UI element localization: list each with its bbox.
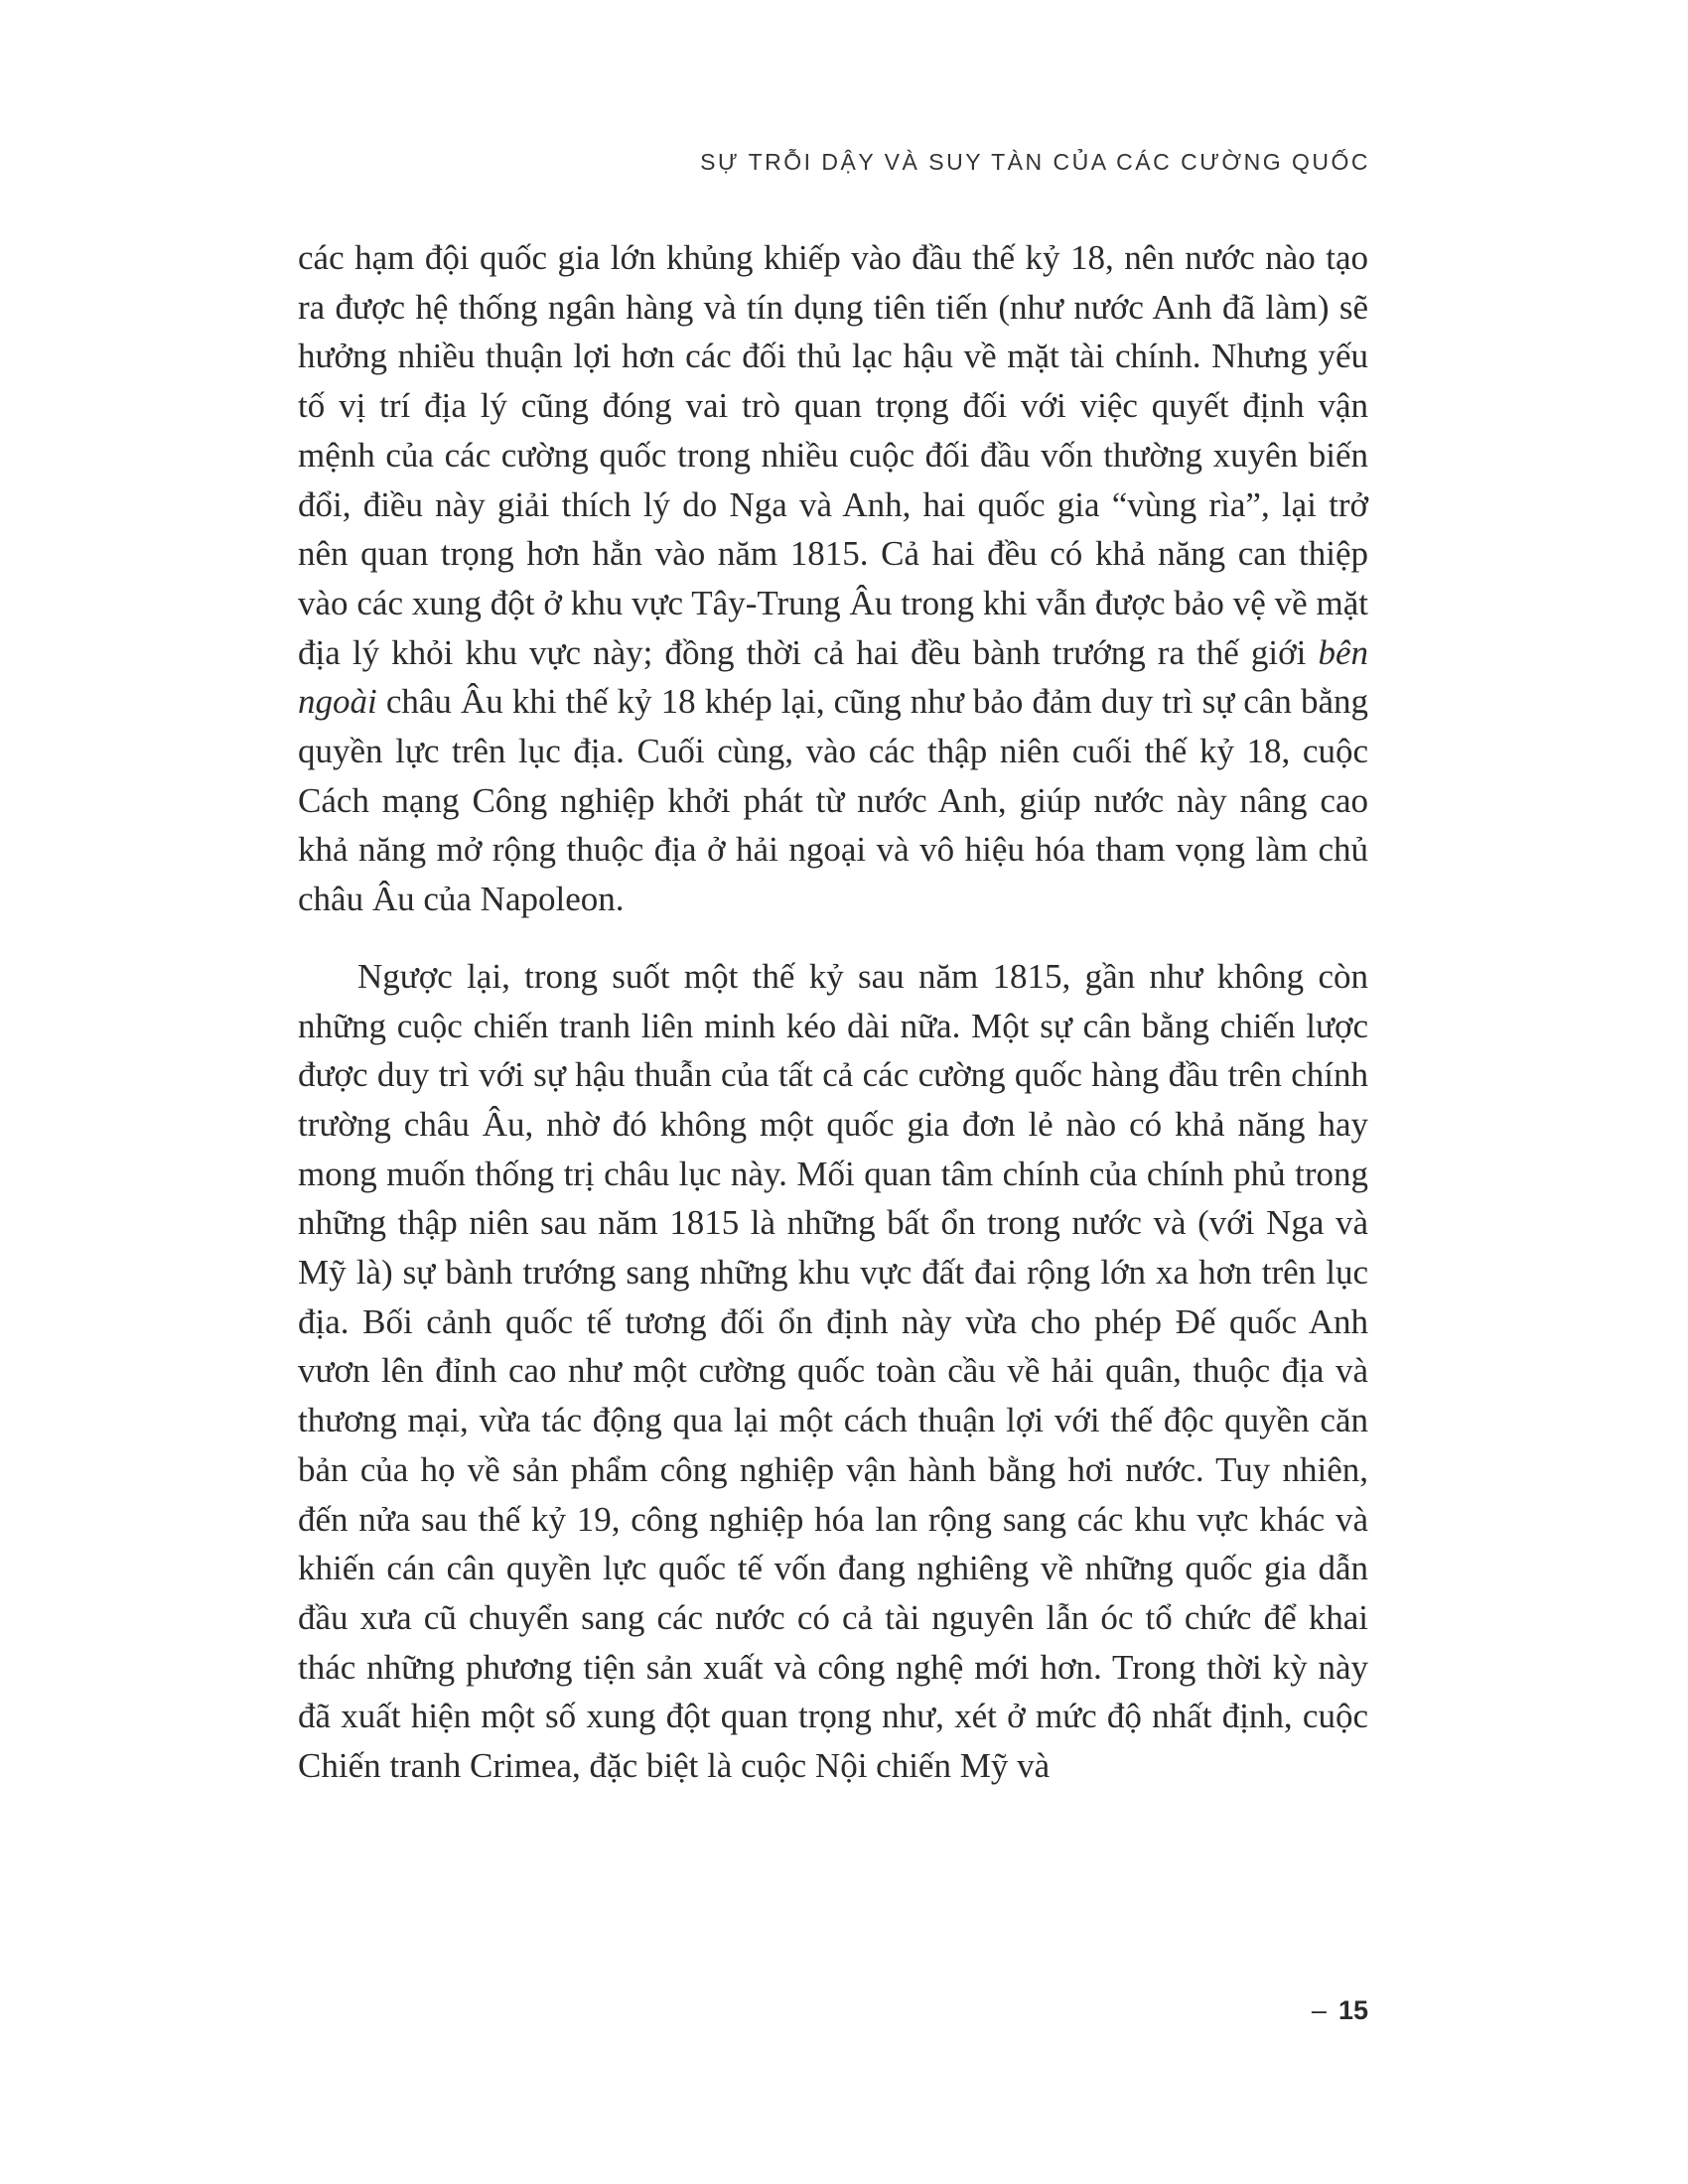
- paragraph-1: [298, 233, 1368, 924]
- paragraph-1-text-end: châu Âu khi thế kỷ 18 khép lại, cũng như bảo đảm duy trì sự cân bằng quyền lực trên lục địa. Cuối cùng, vào các thập niên cuối thế kỷ 18, cuộc Cách mạng Công nghiệp khởi phát từ nước Anh, giúp nước này nâng cao khả năng mở rộng thuộc địa ở hải ngoại và vô hiệu hóa tham vọng làm chủ châu Âu của Napoleon.: [298, 682, 1368, 919]
- paragraph-2: Ngược lại, trong suốt một thế kỷ sau năm 1815, gần như không còn những cuộc chiến tranh liên minh kéo dài nữa. Một sự cân bằng chiến lược được duy trì với sự hậu thuẫn của tất cả các cường quốc hàng đầu trên chính trường châu Âu, nhờ đó không một quốc gia đơn lẻ nào có khả năng hay mong muốn thống trị châu lục này. Mối quan tâm chính của chính phủ trong những thập niên sau năm 1815 là những bất ổn trong nước và (với Nga và Mỹ là) sự bành trướng sang những khu vực đất đai rộng lớn xa hơn trên lục địa. Bối cảnh quốc tế tương đối ổn định này vừa cho phép Đế quốc Anh vươn lên đỉnh cao như một cường quốc toàn cầu về hải quân, thuộc địa và thương mại, vừa tác động qua lại một cách thuận lợi với thế độc quyền căn bản của họ về sản phẩm công nghiệp vận hành bằng hơi nước. Tuy nhiên, đến nửa sau thế kỷ 19, công nghiệp hóa lan rộng sang các khu vực khác và khiến cán cân quyền lực quốc tế vốn đang nghiêng về những quốc gia dẫn đầu xưa cũ chuyển sang các nước có cả tài nguyên lẫn óc tổ chức để khai thác những phương tiện sản xuất và công nghệ mới hơn. Trong thời kỳ này đã xuất hiện một số xung đột quan trọng như, xét ở mức độ nhất định, cuộc Chiến tranh Crimea, đặc biệt là cuộc Nội chiến Mỹ và: [298, 956, 1368, 1786]
- page-number: 15: [1337, 1995, 1368, 2025]
- running-header: SỰ TRỖI DẬY VÀ SUY TÀN CỦA CÁC CƯỜNG QUỐC: [700, 149, 1370, 175]
- page-number-footer: [1312, 1995, 1368, 2026]
- body-text: [298, 233, 1368, 1791]
- paragraph-1-text-start: các hạm đội quốc gia lớn khủng khiếp vào đầu thế kỷ 18, nên nước nào tạo ra được hệ thống ngân hàng và tín dụng tiên tiến (như nước Anh đã làm) sẽ hưởng nhiều thuận lợi hơn các đối thủ lạc hậu về mặt tài chính. Nhưng yếu tố vị trí địa lý cũng đóng vai trò quan trọng đối với việc quyết định vận mệnh của các cường quốc trong nhiều cuộc đối đầu vốn thường xuyên biến đổi, điều này giải thích lý do Nga và Anh, hai quốc gia “vùng rìa”, lại trở nên quan trọng hơn hẳn vào năm 1815. Cả hai đều có khả năng can thiệp vào các xung đột ở khu vực Tây-Trung Âu trong khi vẫn được bảo vệ về mặt địa lý khỏi khu vực này; đồng thời cả hai đều bành trướng ra thế giới: [298, 238, 1368, 672]
- paragraph-1-emphasis: bên ngoài: [298, 632, 1368, 722]
- page-number-dash: –: [1311, 1995, 1327, 2025]
